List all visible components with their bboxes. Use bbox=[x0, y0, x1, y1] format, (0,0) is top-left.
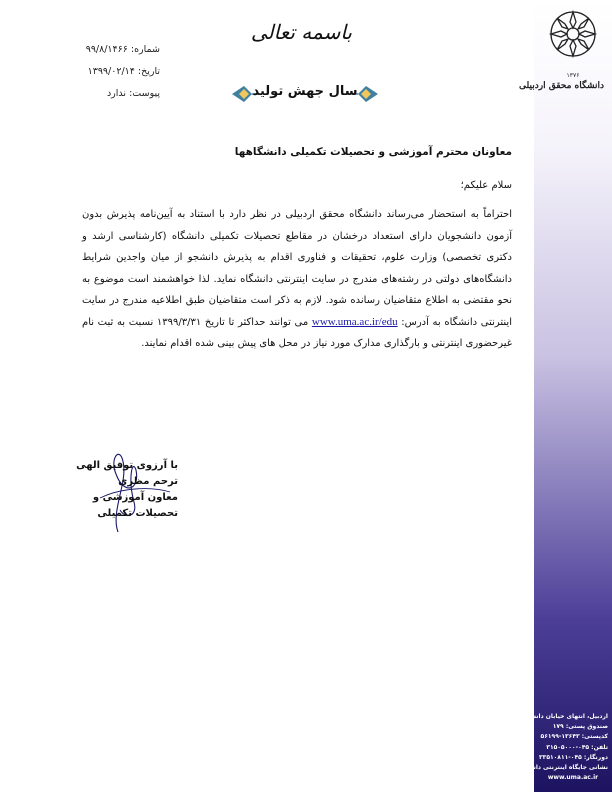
side-band bbox=[515, 0, 612, 792]
contact-address: اردبیل، انتهای خیابان دانشگاه bbox=[520, 713, 608, 720]
contact-phone: تلفن: ۰۴۵-۳۱۵۰۵۰۰۰ bbox=[546, 743, 608, 751]
signature-title-line2: تحصیلات تکمیلی bbox=[97, 508, 178, 519]
logo-year: ۱۳۷۶ bbox=[566, 72, 580, 79]
contact-website-label: نشانی جایگاه اینترنتی دانشگاه: bbox=[515, 764, 608, 772]
slogan-text: سال جهش تولید bbox=[252, 84, 358, 99]
letter-recipient: معاونان محترم آموزشی و تحصیلات تکمیلی دانشگاهها bbox=[234, 146, 512, 158]
contact-fax: دورنگار: ۰۴۵-۳۳۵۱۰۸۱۱ bbox=[539, 753, 608, 761]
logo-university-name: دانشگاه محقق اردبیلی bbox=[519, 81, 604, 91]
slogan-banner bbox=[230, 80, 380, 108]
edu-website-link[interactable]: www.uma.ac.ir/edu bbox=[311, 315, 398, 328]
date-value: ۱۳۹۹/۰۲/۱۴ bbox=[87, 66, 135, 77]
signature-closing: با آرزوی توفیق الهی bbox=[76, 460, 178, 471]
letter-date bbox=[88, 66, 160, 77]
contact-pobox: صندوق پستی: ۱۷۹ bbox=[552, 723, 608, 731]
letter-number bbox=[86, 44, 160, 55]
letter-greeting: سلام علیکم؛ bbox=[460, 180, 512, 191]
contact-website[interactable]: www.uma.ac.ir bbox=[547, 774, 599, 782]
letter-body bbox=[82, 204, 512, 355]
university-logo bbox=[519, 8, 604, 108]
attachment-value: ندارد bbox=[106, 88, 127, 99]
signature-name: ترحم مظری bbox=[118, 476, 178, 487]
body-text-part2: می توانند حداکثر تا تاریخ ۱۳۹۹/۳/۳۱ نسبت به ثبت نام غیرحضوری اینترنتی و بارگذاری مدارک مورد نیاز در محل های پیش بینی شده اقدام نمایند. bbox=[82, 316, 512, 349]
date-label: تاریخ: bbox=[137, 66, 160, 77]
signature-title-line1: معاون آموزشی و bbox=[92, 492, 178, 503]
body-text-part1: احتراماً به استحضار می‌رساند دانشگاه محقق اردبیلی در نظر دارد با استناد به آیین‌نامه پذیرش بدون آزمون دانشجویان دارای استعداد درخشان در مقاطع تحصیلات تکمیلی دانشگاه (کارشناسی ارشد و دکتری تخصصی) وزارت علوم، تحقیقات و فناوری اقدام به پذیرش دانشجو از میان واجدین شرایط دانشگاه‌های دولتی در رشته‌های مندرج در سایت اینترنتی دانشگاه نماید. لذا خواهشمند است موضوع به نحو مقتضی به اطلاع متقاضیان رسانده شود. لازم به ذکر است متقاضیان طبق اطلاعیه مندرج در سایت اینترنتی دانشگاه به آدرس: bbox=[82, 209, 512, 328]
university-emblem-icon bbox=[547, 8, 599, 70]
attachment-label: پیوست: bbox=[129, 88, 160, 99]
contact-info bbox=[515, 712, 608, 783]
bismillah-heading: باسمه تعالی bbox=[250, 20, 352, 44]
signature-block bbox=[68, 458, 178, 522]
number-value: ۹۹/۸/۱۴۶۶ bbox=[85, 44, 128, 55]
letter-attachment bbox=[107, 88, 160, 99]
contact-postal-code: کدپستی: ۱۳۶۴۳-۵۶۱۹۹ bbox=[540, 733, 608, 741]
number-label: شماره: bbox=[130, 44, 160, 55]
